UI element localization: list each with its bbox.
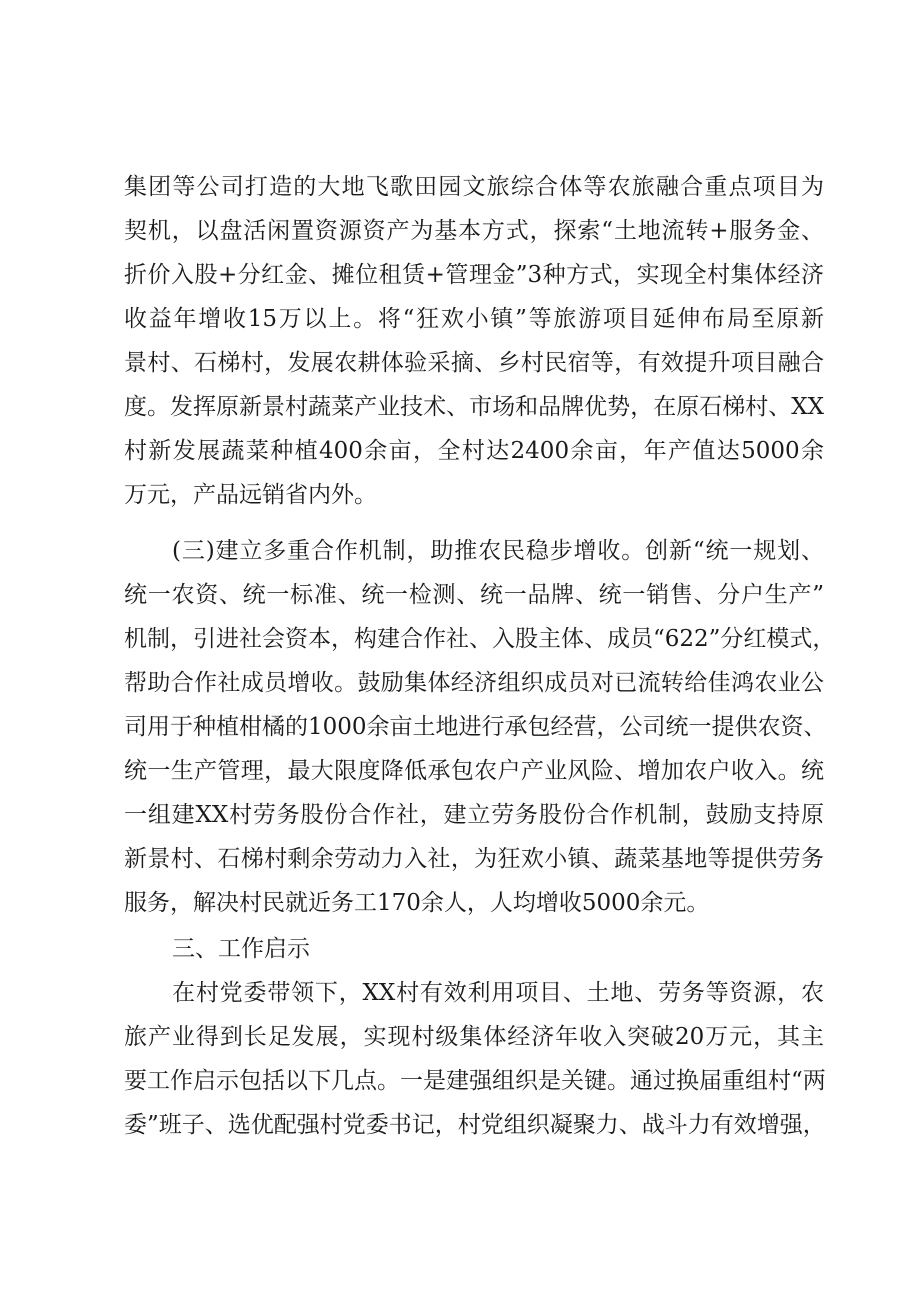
paragraph-line: 帮助合作社成员增收。鼓励集体经济组织成员对已流转给佳鸿农业公 [124, 670, 824, 696]
paragraph-line: 契机，以盘活闲置资源资产为基本方式，探索“土地流转+服务金、 [124, 218, 824, 244]
section-heading: 三、工作启示 [172, 936, 310, 962]
paragraph-line: 司用于种植柑橘的1000余亩土地进行承包经营，公司统一提供农资、 [124, 714, 827, 740]
paragraph-line: 统一生产管理，最大限度降低承包农户产业风险、增加农户收入。统 [124, 758, 824, 784]
paragraph-line: (三)建立多重合作机制，助推农民稳步增收。创新“统一规划、 [172, 538, 824, 564]
paragraph-line: 在村党委带领下，XX村有效利用项目、土地、劳务等资源，农 [172, 980, 824, 1006]
paragraph-line: 折价入股+分红金、摊位租赁+管理金”3种方式，实现全村集体经济 [124, 262, 824, 288]
paragraph-line: 景村、石梯村，发展农耕体验采摘、乡村民宿等，有效提升项目融合 [124, 350, 824, 376]
paragraph-line: 万元，产品远销省内外。 [124, 482, 377, 508]
paragraph-line: 新景村、石梯村剩余劳动力入社，为狂欢小镇、蔬菜基地等提供劳务 [124, 846, 824, 872]
paragraph-line: 一组建XX村劳务股份合作社，建立劳务股份合作机制，鼓励支持原 [124, 802, 824, 828]
paragraph-line: 机制，引进社会资本，构建合作社、入股主体、成员“622”分红模式， [124, 626, 836, 652]
paragraph-line: 度。发挥原新景村蔬菜产业技术、市场和品牌优势，在原石梯村、XX [124, 394, 824, 420]
paragraph-line: 委”班子、选优配强村党委书记，村党组织凝聚力、战斗力有效增强， [124, 1112, 826, 1138]
paragraph-line: 集团等公司打造的大地飞歌田园文旅综合体等农旅融合重点项目为 [124, 174, 824, 200]
paragraph-line: 要工作启示包括以下几点。一是建强组织是关键。通过换届重组村“两 [124, 1068, 826, 1094]
paragraph-line: 统一农资、统一标准、统一检测、统一品牌、统一销售、分户生产” [124, 582, 824, 608]
paragraph-line: 村新发展蔬菜种植400余亩，全村达2400余亩，年产值达5000余 [124, 438, 824, 464]
paragraph-line: 服务，解决村民就近务工170余人，人均增收5000余元。 [124, 890, 710, 916]
paragraph-line: 旅产业得到长足发展，实现村级集体经济年收入突破20万元，其主 [124, 1024, 824, 1050]
paragraph-line: 收益年增收15万以上。将“狂欢小镇”等旅游项目延伸布局至原新 [124, 306, 824, 332]
